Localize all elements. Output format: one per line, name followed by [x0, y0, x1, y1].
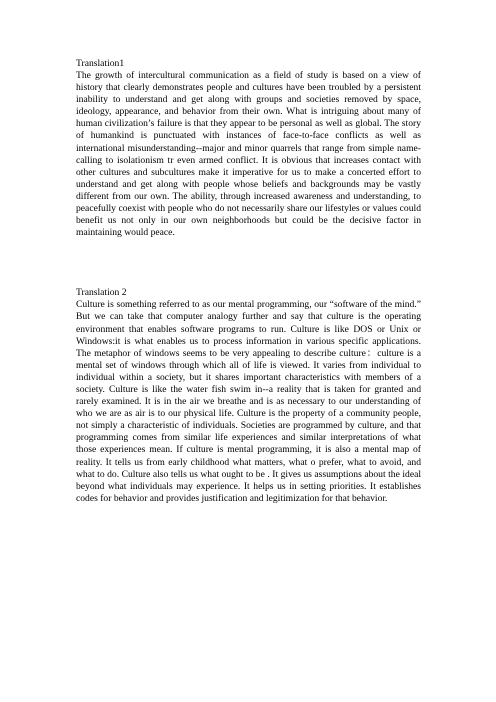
- document-page: [76, 58, 421, 505]
- translation-2-paragraph: Culture is something referred to as our mental programming, our “software of the mind.” But we can take that computer analogy further and say that culture is the operating environment that enables software programs to run. Culture is like DOS or Unix or Windows:it is what enables us to process information in various specific applications. The metaphor of windows seems to be very appealing to describe culture：culture is a mental set of windows through which all of life is viewed. It varies from individual to individual within a society, but it shares important characteristics with members of a society. Culture is like the water fish swim in--a reality that is taken for granted and rarely examined. It is in the air we breathe and is as necessary to our understanding of who we are as air is to our physical life. Culture is the property of a community people, not simply a characteristic of individuals. Societies are programmed by culture, and that programming comes from similar life experiences and similar interpretations of what those experiences mean. If culture is mental programming, it is also a mental map of reality. It tells us from early childhood what matters, what o prefer, what to avoid, and what to do. Culture also tells us what ought to be . It gives us assumptions about the ideal beyond what individuals may experience. It helps us in setting priorities. It establishes codes for behavior and provides justification and legitimization for that behavior.: [76, 299, 421, 504]
- translation-1-paragraph: The growth of intercultural communication as a field of study is based on a view of history that clearly demonstrates people and cultures have been troubled by a persistent inability to understand and get along with groups and societies removed by space, ideology, appearance, and behavior from their own. What is intriguing about many of human civilization’s failure is that they appear to be personal as well as global. The story of humankind is punctuated with instances of face-to-face conflicts as well as international misunderstanding--major and minor quarrels that range from simple name-calling to isolationism tr even armed conflict. It is obvious that increases contact with other cultures and subcultures make it imperative for us to make a concerted effort to understand and get along with people whose beliefs and backgrounds may be vastly different from our own. The ability, through increased awareness and understanding, to peacefully coexist with people who do not necessarily share our lifestyles or values could benefit us not only in our own neighborhoods but could be the decisive factor in maintaining would peace.: [76, 70, 421, 239]
- section-spacer: [76, 239, 421, 287]
- translation-2-heading: Translation 2: [76, 287, 127, 299]
- translation-1-section: [76, 58, 421, 239]
- translation-1-heading: Translation1: [76, 58, 125, 69]
- translation-2-section: [76, 287, 421, 505]
